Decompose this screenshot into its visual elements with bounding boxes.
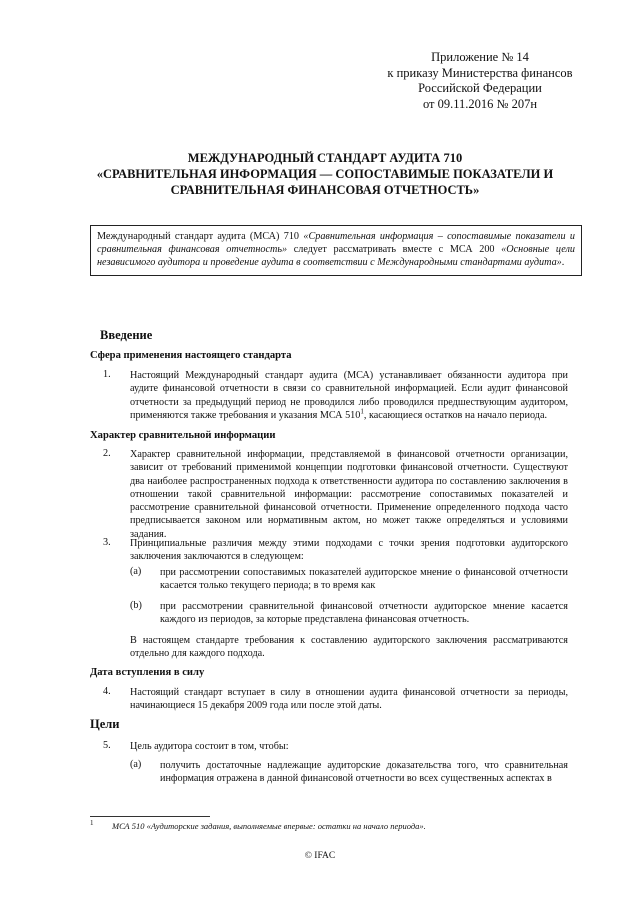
paragraph-1-text: Настоящий Международный стандарт аудита (МСА) устанавливает обязанности аудитора при аудите финансовой отчетности в связи со сравнительной информацией. Если аудит финансовой отчетности за предыдущий период не проводился либо проводился предшествующим аудитором, применяются также требования и указания МСА 510 [130,370,568,421]
paragraph-3a: при рассмотрении сопоставимых показателей аудиторское мнение о финансовой отчетности касается только текущего периода; в то время как [160,567,568,592]
subsection-effective-date: Дата вступления в силу [90,667,205,678]
title-line-1: МЕЖДУНАРОДНЫЙ СТАНДАРТ АУДИТА 710 [187,151,463,165]
subsection-nature: Характер сравнительной информации [90,430,276,441]
paragraph-2-number: 2. [103,448,111,459]
intro-text-3: . [561,257,565,269]
appendix-line-1: Приложение № 14 [431,50,529,64]
paragraph-5-number: 5. [103,740,111,751]
paragraph-3a-label: (a) [130,566,142,577]
subsection-scope: Сфера применения настоящего стандарта [90,350,292,361]
intro-text-2: следует рассматривать вместе с МСА 200 [287,244,502,256]
paragraph-3b: при рассмотрении сравнительной финансовой отчетности аудиторское мнение касается каждого из периодов, за которые представлена финансовая отчетность. [160,601,568,626]
paragraph-1 [130,369,568,422]
footnote-text: МСА 510 «Аудиторские задания, выполняемые впервые: остатки на начало периода». [112,821,426,831]
section-objectives: Цели [90,717,120,731]
paragraph-1-number: 1. [103,369,111,380]
copyright-footer: © IFAC [304,851,336,861]
paragraph-4: Настоящий стандарт вступает в силу в отношении аудита финансовой отчетности за периоды, начинающиеся 15 декабря 2009 года или после этой даты. [130,687,568,712]
paragraph-5a: получить достаточные надлежащие аудиторские доказательства того, что сравнительная информация отражена в данной финансовой отчетности во всех существенных аспектах в [160,760,568,785]
paragraph-4-number: 4. [103,686,111,697]
title-line-2: «СРАВНИТЕЛЬНАЯ ИНФОРМАЦИЯ — СОПОСТАВИМЫЕ ПОКАЗАТЕЛИ И [96,167,554,181]
appendix-line-3: Российской Федерации [418,81,542,95]
paragraph-3: Принципиальные различия между этими подходами с точки зрения подготовки аудиторского заключения заключаются в следующем: [130,538,568,563]
intro-text-1: Международный стандарт аудита (МСА) 710 [97,231,304,242]
intro-box [90,225,582,276]
footnote-number: 1 [90,819,94,827]
appendix-line-4: от 09.11.2016 № 207н [422,96,538,111]
paragraph-3b-label: (b) [130,600,142,611]
intro-italic-2: «Основные цели независимого аудитора и проведение аудита в соответствии с Международными стандартами аудита» [97,244,576,269]
intro-italic-1: «Сравнительная информация – сопоставимые показатели и сравнительная финансовая отчетность» [97,231,575,256]
paragraph-5a-label: (a) [130,759,142,770]
footnote-divider [90,816,210,817]
paragraph-5: Цель аудитора состоит в том, чтобы: [130,741,289,752]
section-introduction: Введение [100,328,153,342]
title-line-3: СРАВНИТЕЛЬНАЯ ФИНАНСОВАЯ ОТЧЕТНОСТЬ» [170,183,480,197]
paragraph-3-number: 3. [103,537,111,548]
paragraph-3-tail: В настоящем стандарте требования к составлению аудиторского заключения рассматриваются отдельно для каждого подхода. [130,635,568,660]
paragraph-1-tail: , касающиеся остатков на начало периода. [363,409,548,421]
appendix-header [360,50,600,112]
footnote-ref-1: 1 [360,407,364,416]
paragraph-2: Характер сравнительной информации, представляемой в финансовой отчетности организации, зависит от требований применимой концепции подготовки финансовой отчетности. Существуют два наиболее распространенных подхода к ответственности аудитора по составлению заключения в отношении такой сравнительной информации: рассмотрение сопоставимых показателей и рассмотрение сравнительной финансовой отчетности. Применение определенного подхода часто предписывается законом или нормативным актом, но может также определяться и условиями задания. [130,449,568,540]
appendix-line-2: к приказу Министерства финансов [387,65,573,80]
document-title [90,150,560,198]
